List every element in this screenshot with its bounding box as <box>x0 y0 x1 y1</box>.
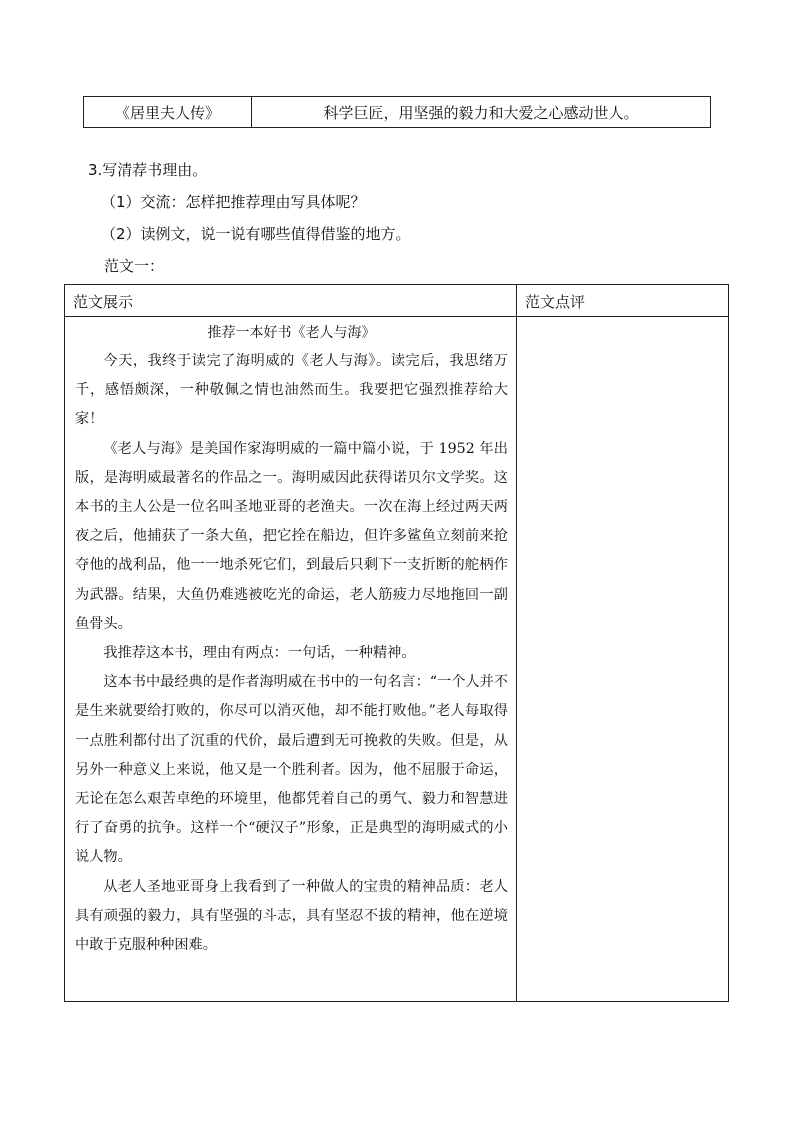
sample-label: 范文一： <box>104 257 165 275</box>
essay-title: 推荐一本好书《老人与海》 <box>207 325 376 341</box>
essay-column <box>65 285 517 1001</box>
book-recommend-row <box>83 96 711 128</box>
essay-paragraph: 《老人与海》是美国作家海明威的一篇中篇小说，于 1952 年出版，是海明威最著名的作品之一。海明威因此获得诺贝尔文学奖。这本书的主人公是一位名叫圣地亚哥的老渔夫。一次在海上经过两天两夜之后，他捕获了一条大鱼，把它拴在船边，但许多鲨鱼立刻前来抢夺他的战利品，他一一地杀死它们，到最后只剩下一支折断的舵柄作为武器。结果，大鱼仍难逃被吃光的命运，老人筋疲力尽地拖回一副鱼骨头。 <box>75 440 508 632</box>
essay-content <box>65 317 516 1001</box>
essay-paragraph: 这本书中最经典的是作者海明威在书中的一句名言：“一个人并不是生来就要给打败的，你尽可以消灭他，却不能打败他。”老人每取得一点胜利都付出了沉重的代价，最后遭到无可挽救的失败。但是，从另外一种意义上来说，他又是一个胜利者。因为，他不屈服于命运，无论在怎么艰苦卓绝的环境里，他都凭着自己的勇气、毅力和智慧进行了奋勇的抗争。这样一个“硬汉子”形象，正是典型的海明威式的小说人物。 <box>75 674 508 866</box>
sample-essay-table <box>64 284 729 1002</box>
comment-column-header: 范文点评 <box>517 285 728 317</box>
comment-column <box>517 285 728 1001</box>
essay-paragraph: 今天，我终于读完了海明威的《老人与海》。读完后，我思绪万千，感悟颇深，一种敬佩之情也油然而生。我要把它强烈推荐给大家！ <box>75 353 508 428</box>
book-title-cell: 《居里夫人传》 <box>84 97 252 127</box>
step-1-text: （1）交流：怎样把推荐理由写具体呢？ <box>101 193 366 211</box>
book-description-cell: 科学巨匠，用坚强的毅力和大爱之心感动世人。 <box>323 103 639 122</box>
essay-column-header: 范文展示 <box>65 285 516 317</box>
section-heading: 3.写清荐书理由。 <box>88 161 208 179</box>
essay-paragraph: 我推荐这本书，理由有两点：一句话，一种精神。 <box>103 645 416 662</box>
essay-paragraph: 从老人圣地亚哥身上我看到了一种做人的宝贵的精神品质：老人具有顽强的毅力，具有坚强的斗志，具有坚忍不拔的精神，他在逆境中敢于克服种种困难。 <box>75 878 508 954</box>
step-2-text: （2）读例文，说一说有哪些值得借鉴的地方。 <box>101 225 411 243</box>
